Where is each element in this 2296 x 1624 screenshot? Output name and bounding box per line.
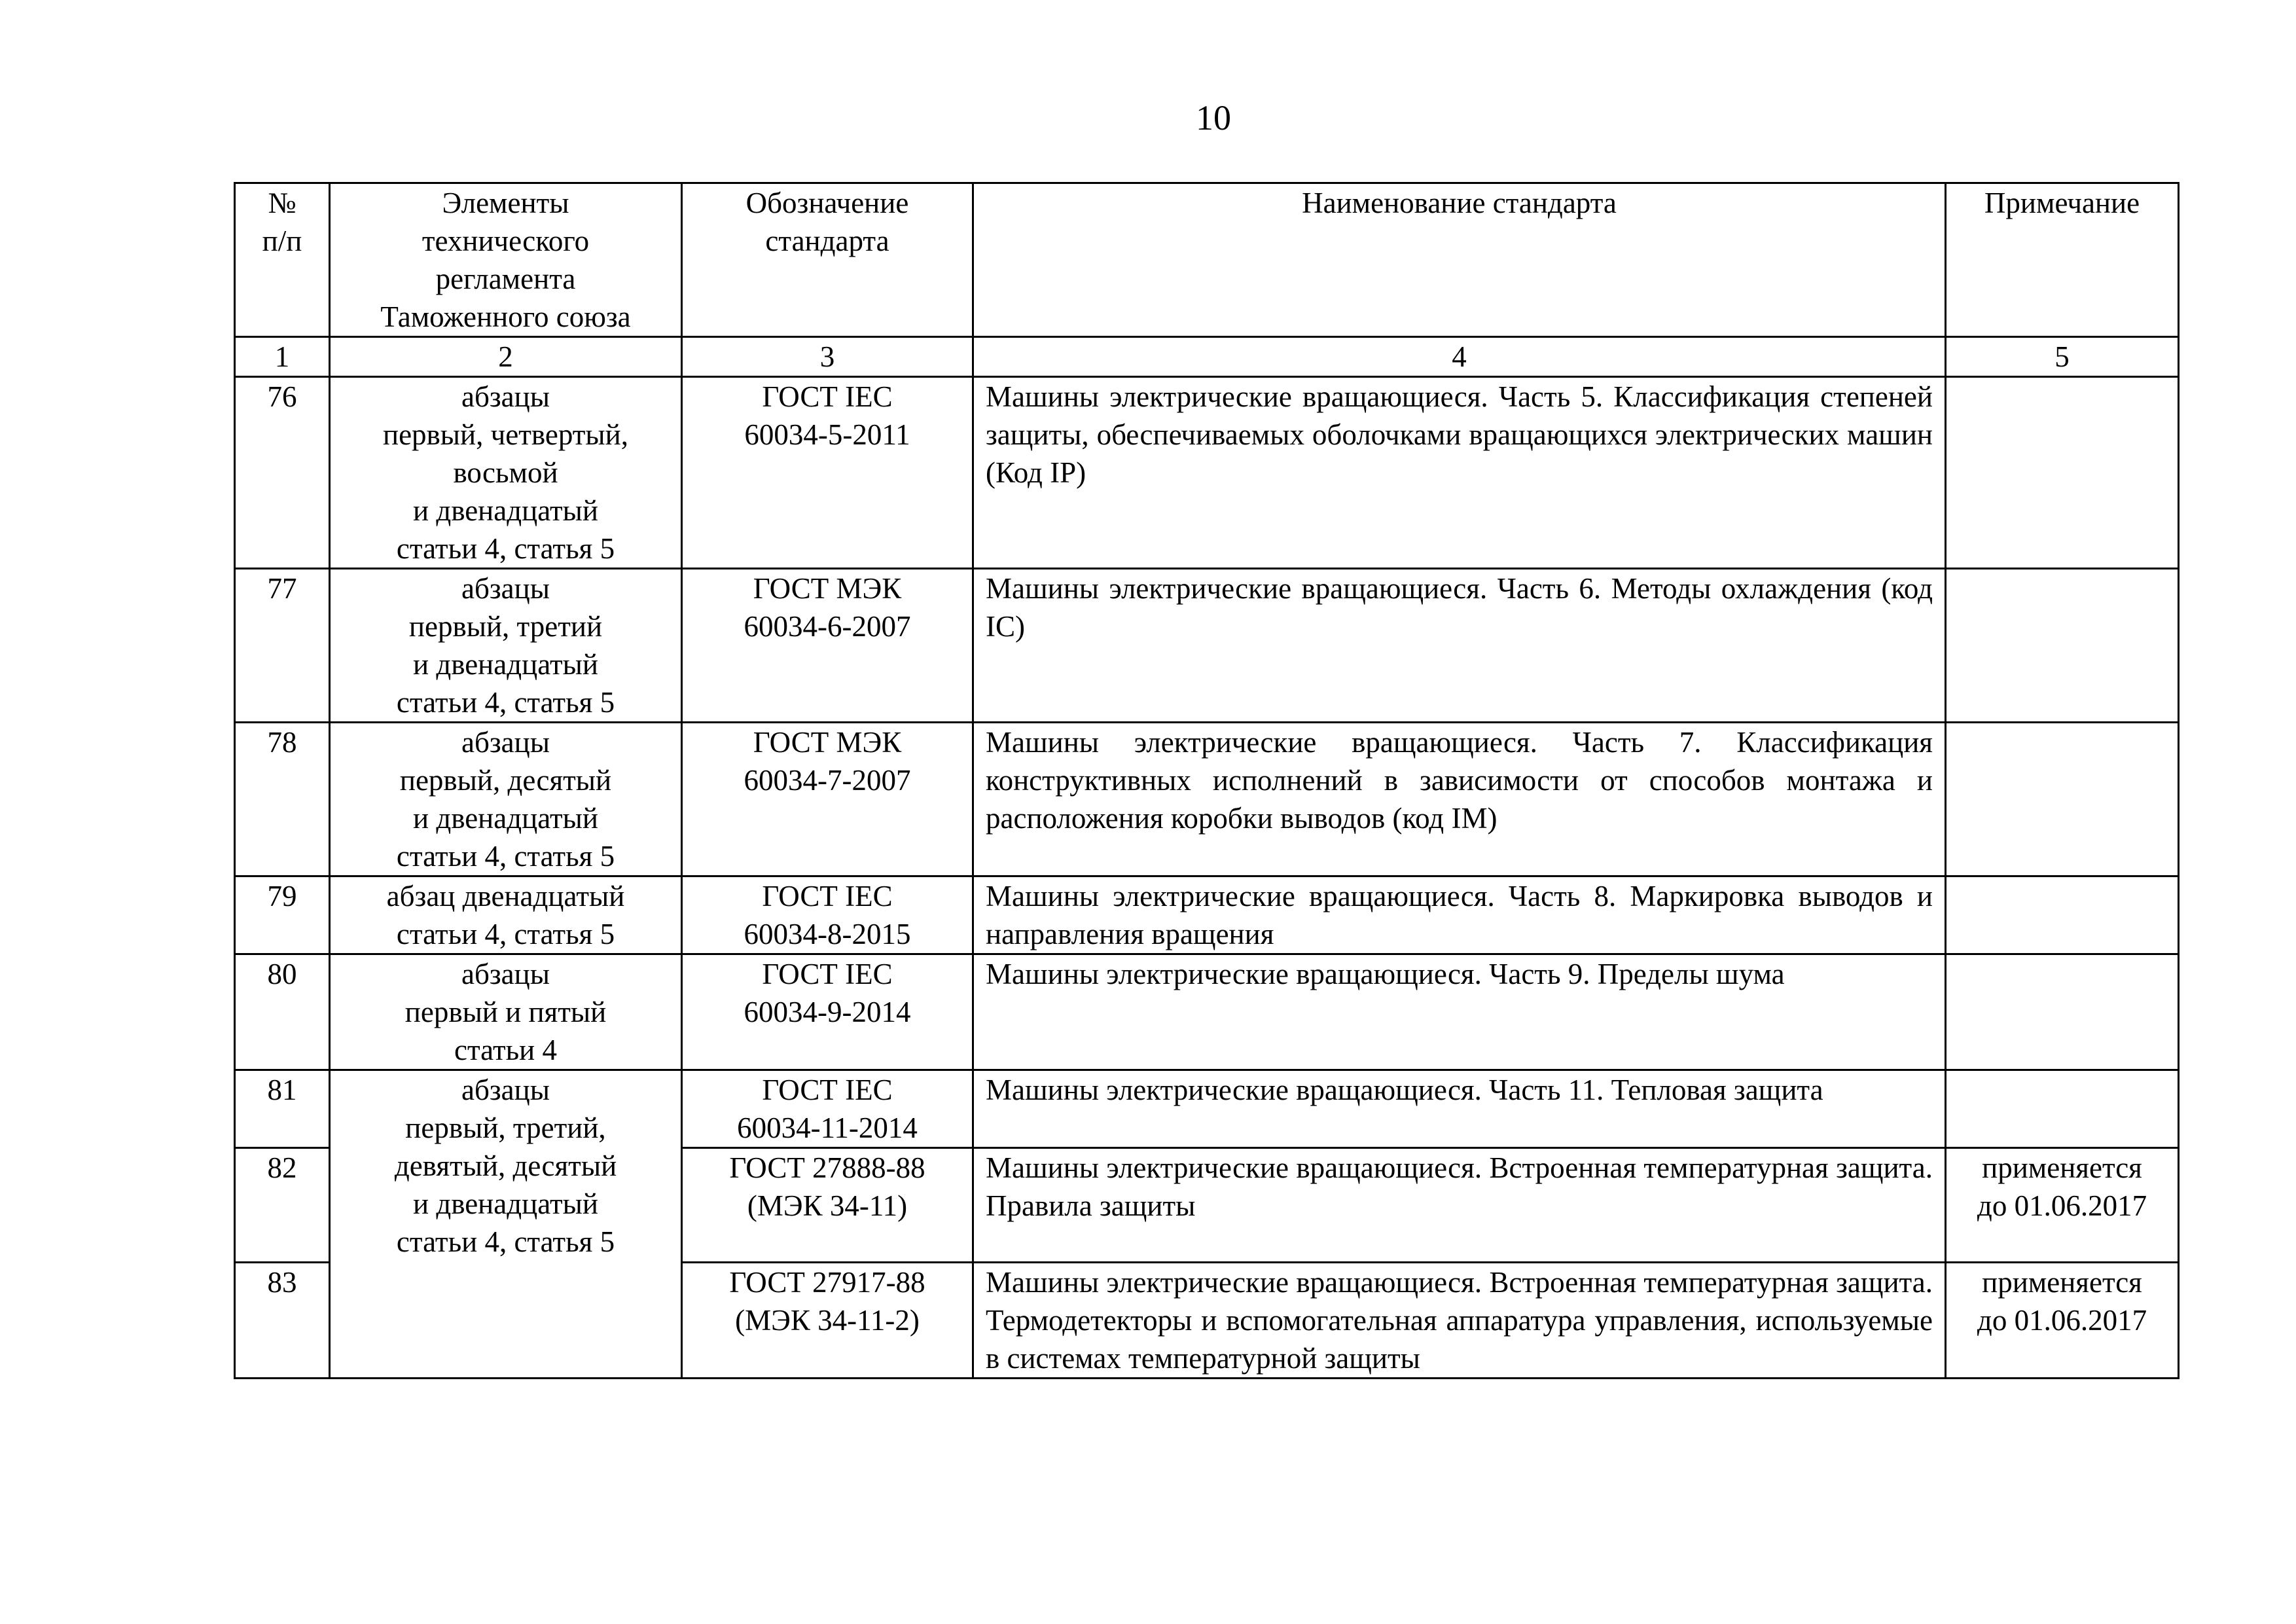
row-note xyxy=(1946,377,2179,569)
row-elements: абзацы первый и пятый статьи 4 xyxy=(330,954,682,1070)
table-row xyxy=(235,377,2179,569)
row-standard-name: Машины электрические вращающиеся. Часть 7. Классификация конструктивных исполнений в зависимости от способов монтажа и расположения коробки выводов (код IM) xyxy=(973,723,1946,876)
column-number: 3 xyxy=(682,337,973,377)
header-elements: Элементы технического регламента Таможенного союза xyxy=(330,183,682,337)
table-row xyxy=(235,723,2179,876)
row-num: 76 xyxy=(235,377,330,569)
row-designation: ГОСТ IEC 60034-9-2014 xyxy=(682,954,973,1070)
row-standard-name: Машины электрические вращающиеся. Встроенная температурная защита. Термодетекторы и вспомогательная аппаратура управления, используемые в системах температурной защиты xyxy=(973,1263,1946,1379)
row-note: применяется до 01.06.2017 xyxy=(1946,1148,2179,1263)
row-note xyxy=(1946,569,2179,723)
row-designation: ГОСТ МЭК 60034-6-2007 xyxy=(682,569,973,723)
row-elements: абзацы первый, десятый и двенадцатый статьи 4, статья 5 xyxy=(330,723,682,876)
table-row xyxy=(235,1070,2179,1148)
row-num: 79 xyxy=(235,876,330,954)
header-note: Примечание xyxy=(1946,183,2179,337)
row-num: 83 xyxy=(235,1263,330,1379)
header-designation: Обозначение стандарта xyxy=(682,183,973,337)
column-number: 1 xyxy=(235,337,330,377)
table-row xyxy=(235,876,2179,954)
row-note xyxy=(1946,1070,2179,1148)
row-standard-name: Машины электрические вращающиеся. Часть 5. Классификация степеней защиты, обеспечиваемых оболочками вращающихся электрических машин (Код IP) xyxy=(973,377,1946,569)
row-num: 78 xyxy=(235,723,330,876)
row-standard-name: Машины электрические вращающиеся. Встроенная температурная защита. Правила защиты xyxy=(973,1148,1946,1263)
table-header-row xyxy=(235,183,2179,337)
column-number: 5 xyxy=(1946,337,2179,377)
row-num: 80 xyxy=(235,954,330,1070)
row-elements: абзацы первый, третий, девятый, десятый и двенадцатый статьи 4, статья 5 xyxy=(330,1070,682,1379)
column-number-row xyxy=(235,337,2179,377)
row-num: 77 xyxy=(235,569,330,723)
row-designation: ГОСТ 27888-88 (МЭК 34-11) xyxy=(682,1148,973,1263)
header-num: № п/п xyxy=(235,183,330,337)
row-designation: ГОСТ IEC 60034-5-2011 xyxy=(682,377,973,569)
row-note: применяется до 01.06.2017 xyxy=(1946,1263,2179,1379)
row-designation: ГОСТ IEC 60034-11-2014 xyxy=(682,1070,973,1148)
row-standard-name: Машины электрические вращающиеся. Часть 11. Тепловая защита xyxy=(973,1070,1946,1148)
row-num: 82 xyxy=(235,1148,330,1263)
row-elements: абзацы первый, третий и двенадцатый статьи 4, статья 5 xyxy=(330,569,682,723)
table-row xyxy=(235,569,2179,723)
row-standard-name: Машины электрические вращающиеся. Часть 6. Методы охлаждения (код IC) xyxy=(973,569,1946,723)
row-elements: абзац двенадцатый статьи 4, статья 5 xyxy=(330,876,682,954)
page-number: 10 xyxy=(1196,98,1231,137)
table-row xyxy=(235,954,2179,1070)
row-elements: абзацы первый, четвертый, восьмой и двенадцатый статьи 4, статья 5 xyxy=(330,377,682,569)
row-designation: ГОСТ IEC 60034-8-2015 xyxy=(682,876,973,954)
row-standard-name: Машины электрические вращающиеся. Часть 9. Пределы шума xyxy=(973,954,1946,1070)
standards-table xyxy=(234,182,2179,1379)
column-number: 2 xyxy=(330,337,682,377)
row-designation: ГОСТ МЭК 60034-7-2007 xyxy=(682,723,973,876)
column-number: 4 xyxy=(973,337,1946,377)
row-note xyxy=(1946,954,2179,1070)
row-note xyxy=(1946,723,2179,876)
row-designation: ГОСТ 27917-88 (МЭК 34-11-2) xyxy=(682,1263,973,1379)
row-standard-name: Машины электрические вращающиеся. Часть 8. Маркировка выводов и направления вращения xyxy=(973,876,1946,954)
row-note xyxy=(1946,876,2179,954)
header-name: Наименование стандарта xyxy=(973,183,1946,337)
row-num: 81 xyxy=(235,1070,330,1148)
